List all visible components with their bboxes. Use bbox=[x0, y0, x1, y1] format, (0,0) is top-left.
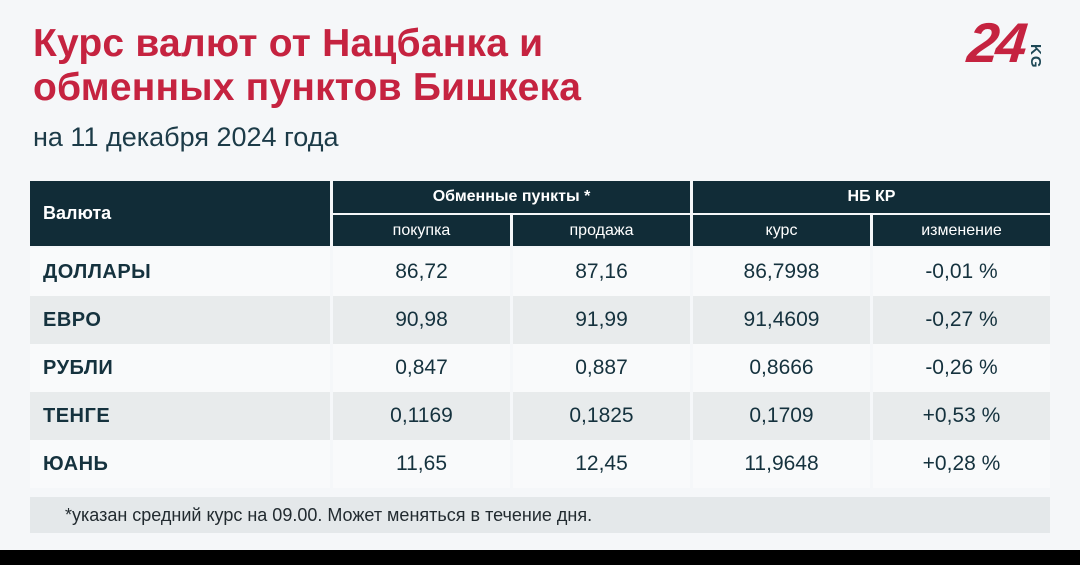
footnote: *указан средний курс на 09.00. Может меняться в течение дня. bbox=[30, 497, 1050, 533]
table-body bbox=[30, 248, 1050, 488]
cell-sell: 12,45 bbox=[513, 440, 690, 488]
cell-buy: 0,1169 bbox=[333, 392, 510, 440]
cell-buy: 86,72 bbox=[333, 248, 510, 296]
cell-buy: 11,65 bbox=[333, 440, 510, 488]
page-title bbox=[33, 22, 1050, 109]
cell-currency: ЮАНЬ bbox=[30, 440, 330, 488]
col-header-sell: продажа bbox=[513, 215, 690, 246]
table-row bbox=[30, 248, 1050, 296]
cell-sell: 91,99 bbox=[513, 296, 690, 344]
cell-currency: РУБЛИ bbox=[30, 344, 330, 392]
col-header-currency: Валюта bbox=[30, 181, 330, 246]
table-header-groups bbox=[333, 181, 1050, 246]
cell-rate: 0,1709 bbox=[693, 392, 870, 440]
logo-kg-text: KG bbox=[1027, 44, 1044, 69]
cell-currency: ДОЛЛАРЫ bbox=[30, 248, 330, 296]
sub-header-row bbox=[333, 215, 1050, 246]
currency-table bbox=[30, 181, 1050, 488]
cell-currency: ЕВРО bbox=[30, 296, 330, 344]
date-subtitle: на 11 декабря 2024 года bbox=[33, 122, 339, 153]
table-header bbox=[30, 181, 1050, 246]
cell-currency: ТЕНГЕ bbox=[30, 392, 330, 440]
cell-change: -0,27 % bbox=[873, 296, 1050, 344]
table-row bbox=[30, 440, 1050, 488]
page-header bbox=[0, 0, 1080, 153]
bottom-black-bar bbox=[0, 550, 1080, 565]
table-row bbox=[30, 344, 1050, 392]
col-group-nbkr: НБ КР bbox=[693, 181, 1050, 213]
cell-sell: 0,1825 bbox=[513, 392, 690, 440]
col-header-change: изменение bbox=[873, 215, 1050, 246]
cell-sell: 87,16 bbox=[513, 248, 690, 296]
cell-buy: 90,98 bbox=[333, 296, 510, 344]
logo-24kg bbox=[964, 11, 1044, 74]
page-title-line1: Курс валют от Нацбанка и bbox=[33, 22, 544, 65]
cell-change: +0,53 % bbox=[873, 392, 1050, 440]
page-title-line2: обменных пунктов Бишкека bbox=[33, 65, 582, 109]
table-row bbox=[30, 392, 1050, 440]
cell-change: -0,01 % bbox=[873, 248, 1050, 296]
table-row bbox=[30, 296, 1050, 344]
group-header-row bbox=[333, 181, 1050, 213]
col-header-rate: курс bbox=[693, 215, 870, 246]
cell-sell: 0,887 bbox=[513, 344, 690, 392]
cell-rate: 86,7998 bbox=[693, 248, 870, 296]
cell-buy: 0,847 bbox=[333, 344, 510, 392]
cell-rate: 0,8666 bbox=[693, 344, 870, 392]
cell-rate: 11,9648 bbox=[693, 440, 870, 488]
cell-change: -0,26 % bbox=[873, 344, 1050, 392]
col-header-buy: покупка bbox=[333, 215, 510, 246]
col-group-exchange-points: Обменные пункты * bbox=[333, 181, 690, 213]
cell-rate: 91,4609 bbox=[693, 296, 870, 344]
cell-change: +0,28 % bbox=[873, 440, 1050, 488]
logo-24-text: 24 bbox=[964, 11, 1028, 74]
